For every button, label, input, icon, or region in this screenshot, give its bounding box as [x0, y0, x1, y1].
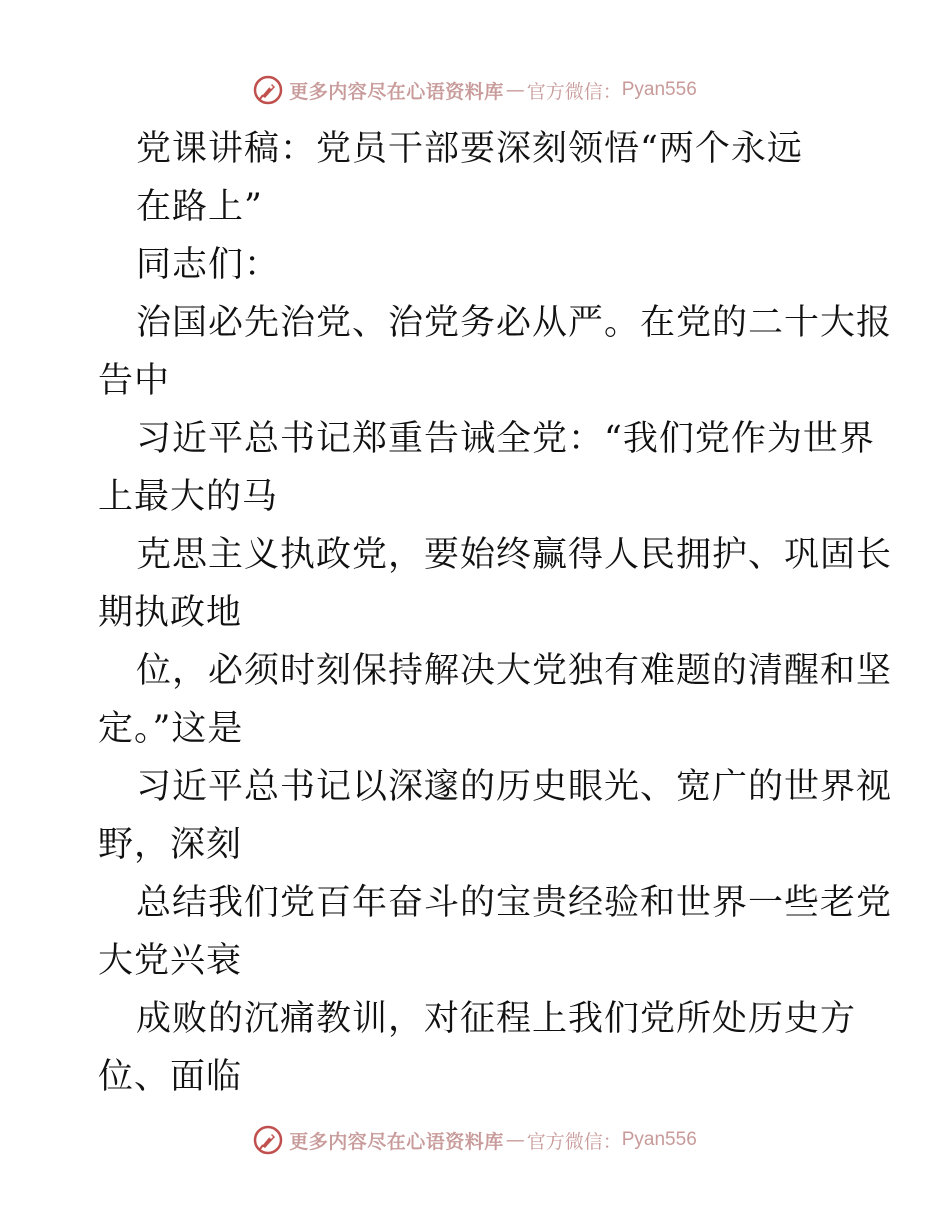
doc-line: 野，深刻 [98, 825, 243, 865]
doc-line: 习近平总书记以深邃的历史眼光、宽广的世界视 [136, 767, 893, 807]
doc-title-line-2: 在路上” [136, 187, 263, 227]
doc-title-line-1: 党课讲稿：党员干部要深刻领悟“两个永远 [136, 129, 803, 169]
pen-nib-logo-icon [253, 75, 283, 105]
doc-line: 定。”这是 [98, 709, 244, 749]
pen-nib-logo-icon [253, 1125, 283, 1155]
doc-line: 成败的沉痛教训，对征程上我们党所处历史方 [136, 999, 857, 1039]
banner-account: Pyan556 [621, 1129, 697, 1150]
doc-line: 大党兴衰 [98, 941, 243, 981]
banner-text: 更多内容尽在心语资料库 [289, 80, 504, 103]
doc-line: 习近平总书记郑重告诫全党：“我们党作为世界 [136, 419, 875, 459]
banner-separator: — [505, 1129, 525, 1151]
document-body [98, 120, 893, 1106]
doc-line: 位，必须时刻保持解决大党独有难题的清醒和坚 [136, 651, 893, 691]
doc-salutation: 同志们： [136, 245, 281, 285]
doc-line: 克思主义执政党，要始终赢得人民拥护、巩固长 [136, 535, 893, 575]
doc-line: 总结我们党百年奋斗的宝贵经验和世界一些老党 [136, 883, 893, 923]
doc-line: 治国必先治党、治党务必从严。在党的二十大报 [136, 303, 893, 343]
banner-text: 更多内容尽在心语资料库 [289, 1130, 504, 1153]
banner-account: Pyan556 [621, 79, 697, 100]
doc-line: 期执政地 [98, 593, 243, 633]
banner-separator: — [505, 79, 525, 101]
footer-banner [0, 1120, 950, 1160]
banner-wechat-label: 官方微信： [526, 1130, 622, 1153]
banner-wechat-label: 官方微信： [526, 80, 622, 103]
doc-line: 告中 [98, 361, 171, 401]
doc-line: 上最大的马 [98, 477, 279, 517]
header-banner [0, 70, 950, 110]
doc-line: 位、面临 [98, 1057, 243, 1097]
